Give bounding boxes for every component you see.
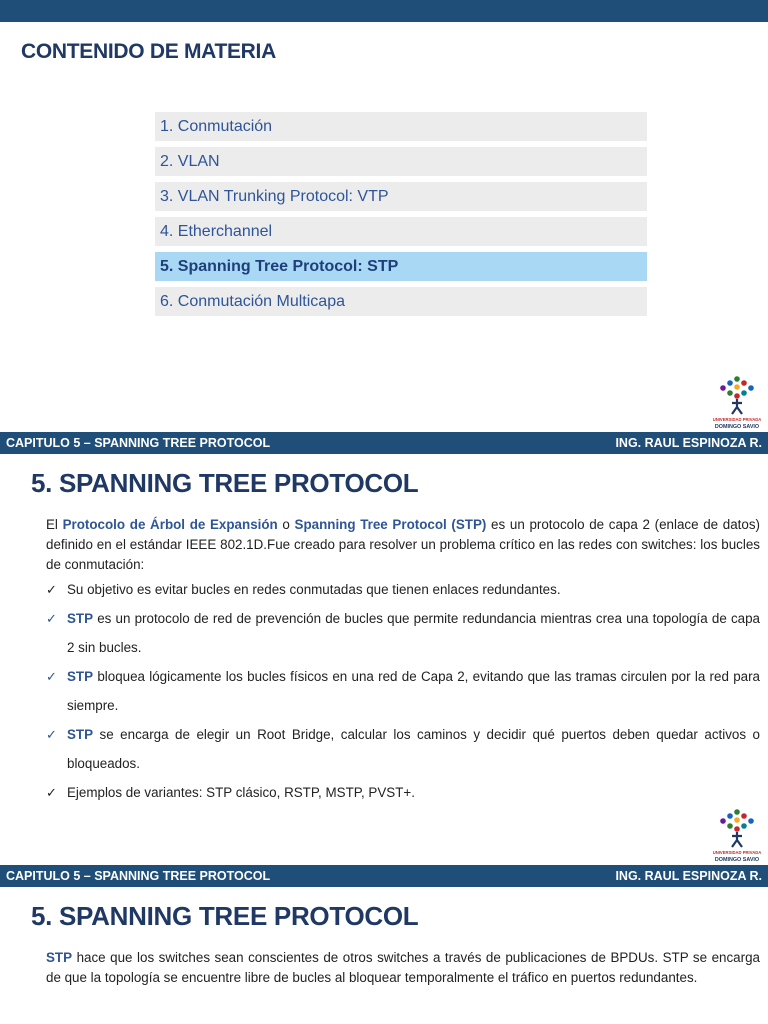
footer-chapter: CAPITULO 5 – SPANNING TREE PROTOCOL	[6, 869, 271, 883]
svg-text:UNIVERSIDAD PRIVADA: UNIVERSIDAD PRIVADA	[712, 850, 762, 855]
slide-stp-bpdu	[0, 865, 768, 1024]
svg-text:UNIVERSIDAD PRIVADA: UNIVERSIDAD PRIVADA	[712, 417, 762, 422]
checkmark-icon: ✓	[46, 727, 57, 742]
top-bar	[0, 0, 768, 22]
intro-paragraph: El Protocolo de Árbol de Expansión o Spanning Tree Protocol (STP) es un protocolo de capa 2 (enlace de datos) definido en el estándar IEEE 802.1D.Fue creado para resolver un problema crítico en las redes con switches: los bucles de conmutación:	[46, 517, 760, 572]
footer-author: ING. RAUL ESPINOZA R.	[615, 869, 762, 883]
list-item: ✓ STP es un protocolo de red de prevención de bucles que permite redundancia mientras crea una topología de capa 2 sin bucles.	[46, 604, 760, 662]
university-logo-icon	[708, 807, 766, 863]
slide-title: 5. SPANNING TREE PROTOCOL	[31, 468, 419, 498]
bullet-list	[46, 575, 760, 807]
footer-chapter: CAPITULO 5 – SPANNING TREE PROTOCOL	[6, 436, 271, 450]
slide-stp-definicion	[0, 432, 768, 865]
slide-contenido	[0, 0, 768, 432]
slide-title: CONTENIDO DE MATERIA	[21, 40, 276, 63]
checkmark-icon: ✓	[46, 669, 57, 684]
list-item: ✓ Su objetivo es evitar bucles en redes conmutadas que tienen enlaces redundantes.	[46, 575, 760, 604]
svg-text:DOMINGO SAVIO: DOMINGO SAVIO	[714, 857, 760, 863]
slide-footer	[0, 865, 768, 887]
checkmark-icon: ✓	[46, 582, 57, 597]
university-logo-icon	[708, 374, 766, 430]
university-logo	[708, 374, 766, 430]
toc-item-multicapa: 6. Conmutación Multicapa	[155, 287, 647, 316]
list-item: ✓ STP bloquea lógicamente los bucles físicos en una red de Capa 2, evitando que las tramas circulen por la red para siempre.	[46, 662, 760, 720]
table-of-contents	[155, 112, 647, 322]
list-item: ✓ STP se encarga de elegir un Root Bridge, calcular los caminos y decidir qué puertos deben quedar activos o bloqueados.	[46, 720, 760, 778]
toc-item-vlan: 2. VLAN	[155, 147, 647, 176]
toc-item-stp-active: 5. Spanning Tree Protocol: STP	[155, 252, 647, 281]
slide-title: 5. SPANNING TREE PROTOCOL	[31, 901, 419, 931]
slide-footer	[0, 432, 768, 454]
list-item: ✓ Ejemplos de variantes: STP clásico, RSTP, MSTP, PVST+.	[46, 778, 760, 807]
checkmark-icon: ✓	[46, 611, 57, 626]
university-logo	[708, 807, 766, 863]
toc-item-vtp: 3. VLAN Trunking Protocol: VTP	[155, 182, 647, 211]
toc-item-conmutacion: 1. Conmutación	[155, 112, 647, 141]
svg-text:DOMINGO SAVIO: DOMINGO SAVIO	[714, 424, 760, 430]
toc-item-etherchannel: 4. Etherchannel	[155, 217, 647, 246]
checkmark-icon: ✓	[46, 785, 57, 800]
intro-paragraph: STP hace que los switches sean conscientes de otros switches a través de publicaciones de BPDUs. STP se encarga de que la topología se encuentre libre de bucles al bloquear temporalmente el tráfico en puertos redundantes.	[46, 950, 760, 985]
footer-author: ING. RAUL ESPINOZA R.	[615, 436, 762, 450]
